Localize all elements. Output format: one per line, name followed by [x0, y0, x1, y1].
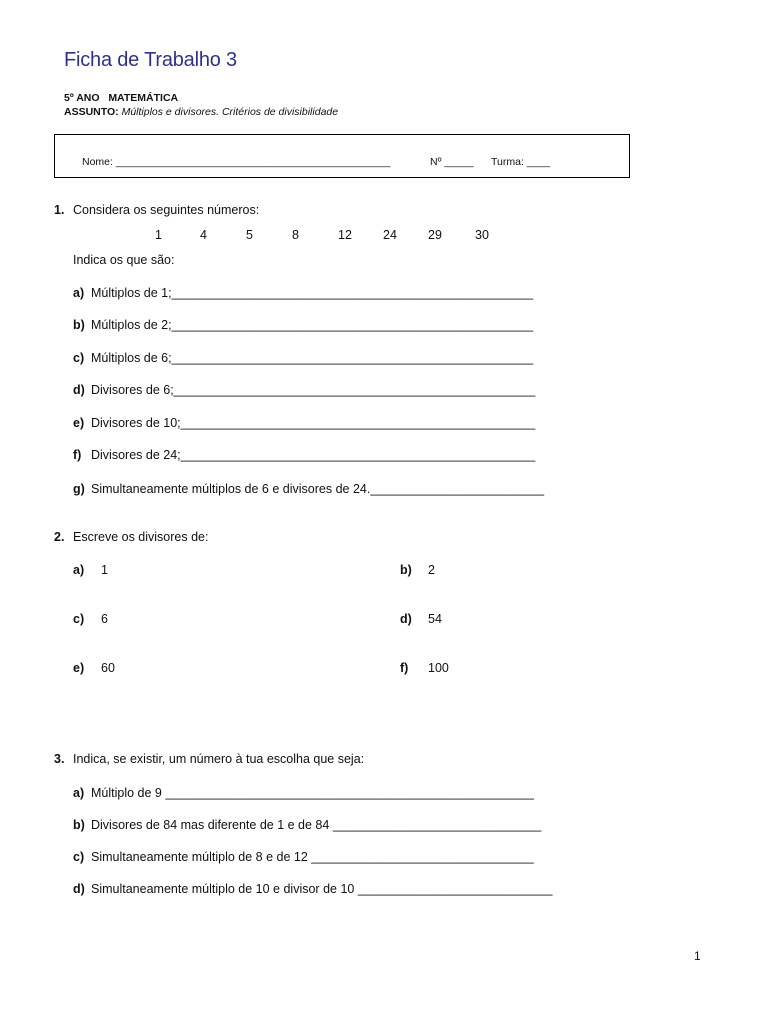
q3-item: [73, 882, 552, 896]
item-label: e): [73, 416, 85, 430]
q2-item: [73, 661, 115, 675]
q1-number-item: 30: [475, 228, 489, 242]
q2-item: [73, 563, 108, 577]
grade-subject-line: [64, 92, 178, 104]
q1-number-item: 29: [428, 228, 442, 242]
q3-prompt: Indica, se existir, um número à tua escolha que seja:: [73, 752, 365, 766]
q3-item: [73, 818, 541, 832]
q1-prompt: Considera os seguintes números:: [73, 203, 260, 217]
item-label: d): [73, 383, 85, 397]
item-text[interactable]: Múltiplos de 1;____________________________________________________: [91, 286, 534, 300]
q1-number-item: 4: [200, 228, 207, 242]
item-text[interactable]: Divisores de 6;____________________________________________________: [91, 383, 536, 397]
q2-prompt: Escreve os divisores de:: [73, 530, 209, 544]
item-label: b): [73, 318, 85, 332]
grade-label: 5º ANO: [64, 92, 100, 104]
class-field[interactable]: Turma: ____: [491, 156, 551, 168]
q1-number: 1.: [54, 203, 65, 217]
q1-number-item: 1: [155, 228, 162, 242]
item-label: d): [73, 882, 85, 896]
q2-item: [400, 612, 442, 626]
item-label: d): [400, 612, 412, 626]
item-value: 60: [101, 661, 115, 675]
topic-label: ASSUNTO:: [64, 106, 119, 118]
item-label: f): [73, 448, 82, 462]
item-label: a): [73, 563, 85, 577]
item-text[interactable]: Simultaneamente múltiplos de 6 e divisores de 24._________________________: [91, 482, 545, 496]
q2-number: 2.: [54, 530, 65, 544]
item-text[interactable]: Divisores de 84 mas diferente de 1 e de 84 ______________________________: [91, 818, 542, 832]
q1-item: [73, 448, 535, 462]
q1-item: [73, 383, 535, 397]
subject-label: MATEMÁTICA: [108, 92, 179, 104]
q3-item: [73, 850, 534, 864]
q1-item: [73, 286, 533, 300]
q1-number-item: 24: [383, 228, 397, 242]
item-text[interactable]: Múltiplo de 9 _____________________________________________________: [91, 786, 534, 800]
q1-item: [73, 416, 535, 430]
item-text[interactable]: Divisores de 10;___________________________________________________: [91, 416, 536, 430]
item-text[interactable]: Simultaneamente múltiplo de 8 e de 12 ________________________________: [91, 850, 534, 864]
item-label: c): [73, 850, 85, 864]
topic-line: [64, 106, 338, 118]
item-text[interactable]: Simultaneamente múltiplo de 10 e divisor de 10 ____________________________: [91, 882, 553, 896]
topic-text: Múltiplos e divisores. Critérios de divisibilidade: [121, 106, 339, 118]
item-label: f): [400, 661, 409, 675]
worksheet-title: Ficha de Trabalho 3: [64, 49, 237, 71]
item-label: a): [73, 786, 85, 800]
number-field[interactable]: Nº _____: [430, 156, 474, 168]
item-label: c): [73, 351, 85, 365]
item-label: b): [73, 818, 85, 832]
item-label: c): [73, 612, 85, 626]
item-value: 100: [428, 661, 449, 675]
q1-number-item: 12: [338, 228, 352, 242]
item-label: b): [400, 563, 412, 577]
name-field[interactable]: Nome: _______________________________________________: [82, 156, 391, 168]
item-label: e): [73, 661, 85, 675]
q1-number-item: 8: [292, 228, 299, 242]
item-value: 6: [101, 612, 108, 626]
q2-item: [73, 612, 108, 626]
q1-instruction: Indica os que são:: [73, 253, 175, 267]
item-value: 1: [101, 563, 108, 577]
page-number: 1: [694, 949, 701, 963]
q1-item: [73, 482, 544, 496]
q1-item: [73, 318, 533, 332]
q2-item: [400, 661, 449, 675]
item-label: g): [73, 482, 85, 496]
q1-number-item: 5: [246, 228, 253, 242]
q1-item: [73, 351, 533, 365]
item-label: a): [73, 286, 85, 300]
item-text[interactable]: Múltiplos de 2;____________________________________________________: [91, 318, 534, 332]
q3-number: 3.: [54, 752, 65, 766]
item-value: 54: [428, 612, 442, 626]
q2-item: [400, 563, 435, 577]
item-value: 2: [428, 563, 435, 577]
item-text[interactable]: Divisores de 24;___________________________________________________: [91, 448, 536, 462]
item-text[interactable]: Múltiplos de 6;____________________________________________________: [91, 351, 534, 365]
q3-item: [73, 786, 534, 800]
